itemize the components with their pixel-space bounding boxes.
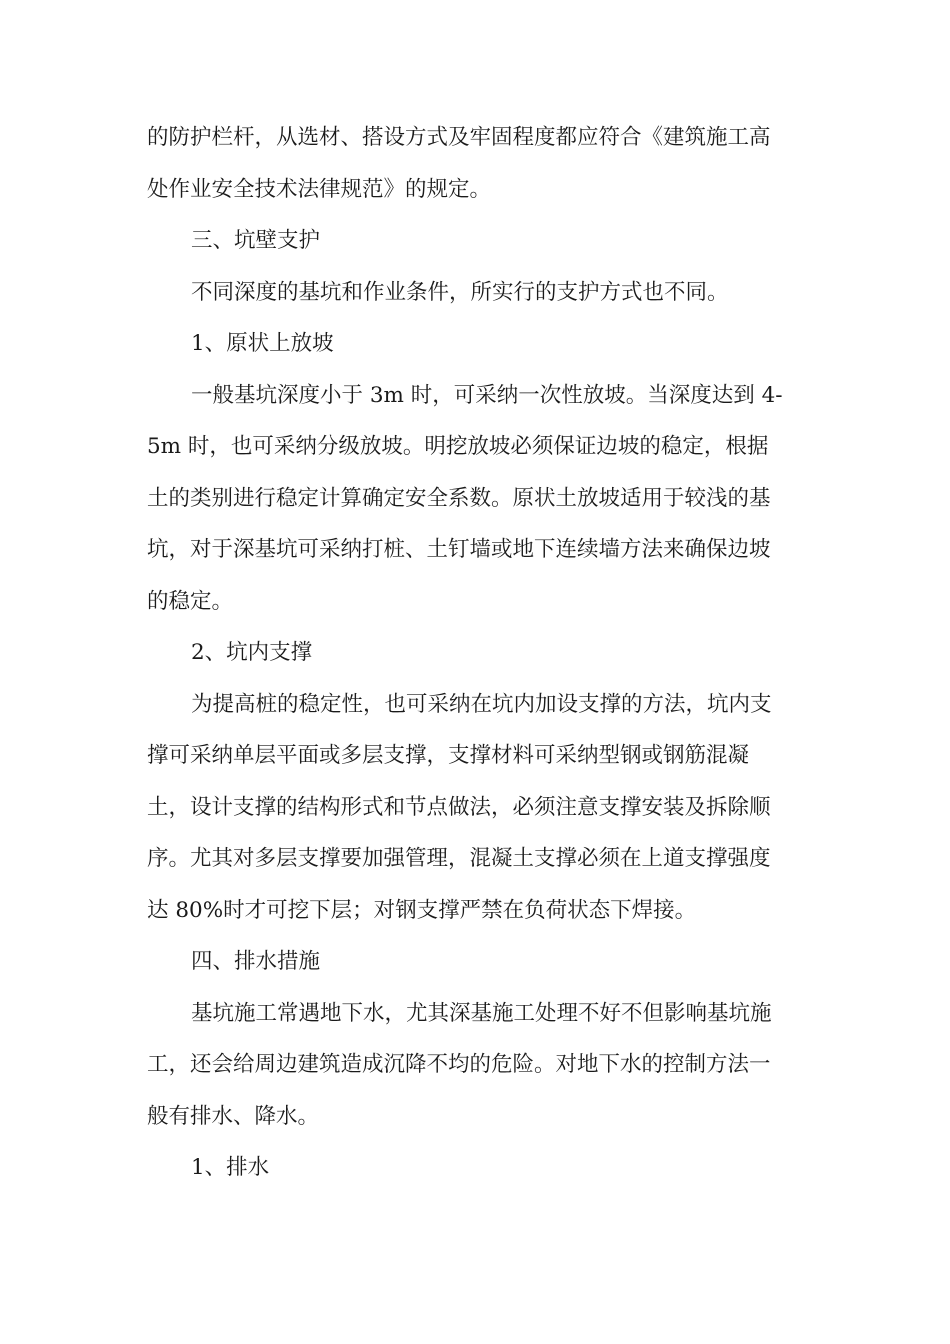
text-line: 处作业安全技术法律规范》的规定。 [147, 176, 492, 202]
text-line: 5m 时，也可采纳分级放坡。明挖放坡必须保证边坡的稳定，根据 [147, 434, 769, 459]
text-line: 1、排水 [191, 1155, 270, 1180]
text-line: 般有排水、降水。 [147, 1103, 320, 1129]
text-line: 四、排水措施 [191, 949, 321, 974]
section-heading [147, 318, 803, 370]
text-line: 一般基坑深度小于 3m 时，可采纳一次性放坡。当深度达到 4- [191, 382, 783, 408]
section-heading [147, 627, 803, 679]
text-line: 土，设计支撑的结构形式和节点做法，必须注意支撑安装及拆除顺 [147, 794, 771, 820]
text-line: 不同深度的基坑和作业条件，所实行的支护方式也不同。 [191, 279, 729, 305]
document-body [147, 112, 803, 1194]
text-line: 撑可采纳单层平面或多层支撑，支撑材料可采纳型钢或钢筋混凝 [147, 743, 750, 768]
section-heading [147, 215, 803, 267]
section-heading [147, 936, 803, 988]
body-paragraph [147, 370, 803, 628]
text-line: 为提高桩的稳定性，也可采纳在坑内加设支撑的方法，坑内支 [191, 691, 772, 717]
text-line: 的稳定。 [147, 588, 234, 614]
text-line: 坑，对于深基坑可采纳打桩、土钉墙或地下连续墙方法来确保边坡 [147, 537, 771, 562]
text-line: 工，还会给周边建筑造成沉降不均的危险。对地下水的控制方法一 [147, 1052, 771, 1077]
text-line: 2、坑内支撑 [191, 640, 313, 665]
text-line: 1、原状上放坡 [191, 331, 334, 356]
body-paragraph [147, 267, 803, 319]
text-line: 基坑施工常遇地下水，尤其深基施工处理不好不但影响基坑施 [191, 1000, 772, 1026]
body-paragraph [147, 679, 803, 937]
text-line: 序。尤其对多层支撑要加强管理，混凝土支撑必须在上道支撑强度 [147, 846, 771, 871]
body-paragraph [147, 988, 803, 1143]
section-heading [147, 1142, 803, 1194]
body-paragraph [147, 112, 803, 215]
text-line: 土的类别进行稳定计算确定安全系数。原状土放坡适用于较浅的基 [147, 485, 771, 511]
text-line: 三、坑壁支护 [191, 228, 321, 253]
text-line: 的防护栏杆，从选材、搭设方式及牢固程度都应符合《建筑施工高 [147, 125, 771, 150]
text-line: 达 80%时才可挖下层；对钢支撑严禁在负荷状态下焊接。 [147, 897, 697, 923]
